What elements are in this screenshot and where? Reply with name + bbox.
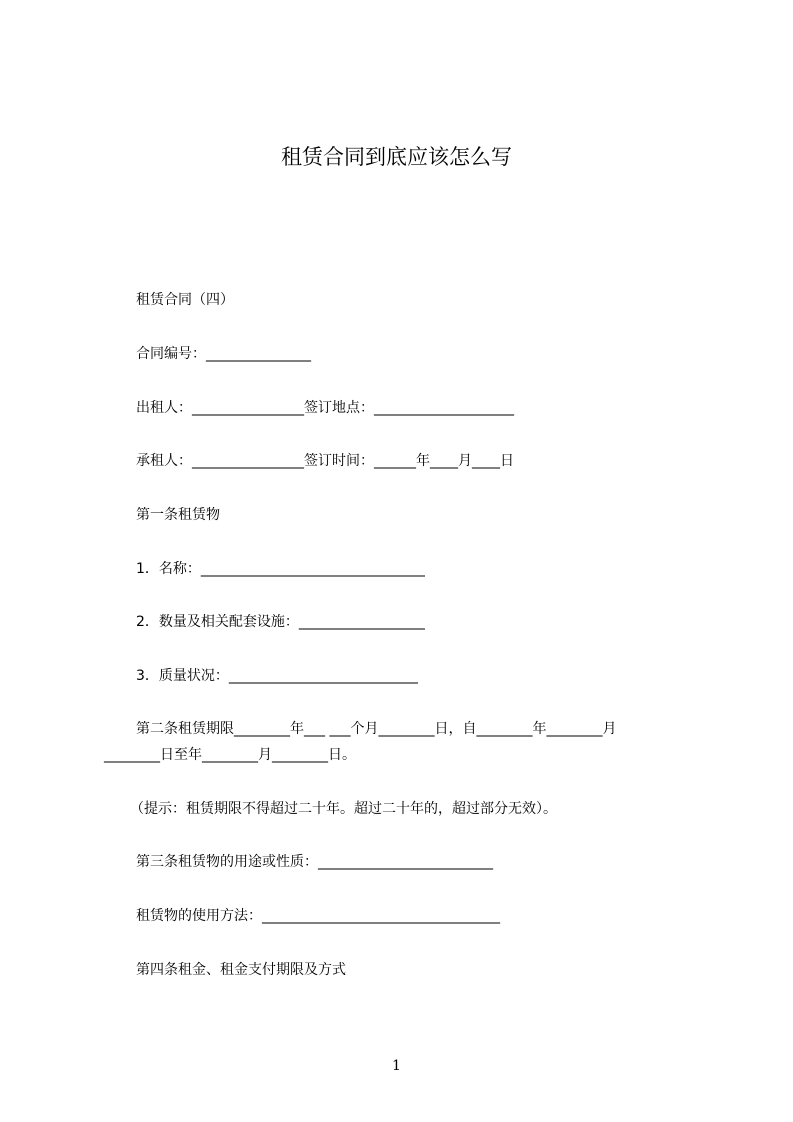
item-quality-field: 3．质量状况：___________________________ (136, 668, 418, 684)
contract-heading: 租赁合同（四） (136, 292, 234, 308)
item-quantity-field: 2．数量及相关配套设施：__________________ (136, 614, 425, 630)
document-title: 租赁合同到底应该怎么写 (281, 145, 512, 169)
lessee-field: 承租人：________________签订时间：______年____月____日 (136, 453, 514, 469)
contract-number-field: 合同编号：_______________ (136, 346, 311, 362)
lessor-field: 出租人：________________签订地点：____________________ (136, 400, 514, 416)
article-2-line-1: 第二条租赁期限________年___ ___个月________日，自________年________月 (136, 721, 617, 737)
article-4-heading: 第四条租金、租金支付期限及方式 (136, 962, 346, 978)
article-3-field: 第三条租赁物的用途或性质：_________________________ (136, 854, 493, 870)
article-2-line-2: ________日至年________月________日。 (104, 747, 356, 763)
lease-term-note: （提示：租赁期限不得超过二十年。超过二十年的，超过部分无效）。 (130, 801, 557, 817)
item-name-field: 1．名称：________________________________ (136, 561, 425, 577)
usage-method-field: 租赁物的使用方法：__________________________________ (136, 908, 500, 924)
page-number: 1 (392, 1058, 401, 1074)
article-1-heading: 第一条租赁物 (136, 507, 220, 523)
